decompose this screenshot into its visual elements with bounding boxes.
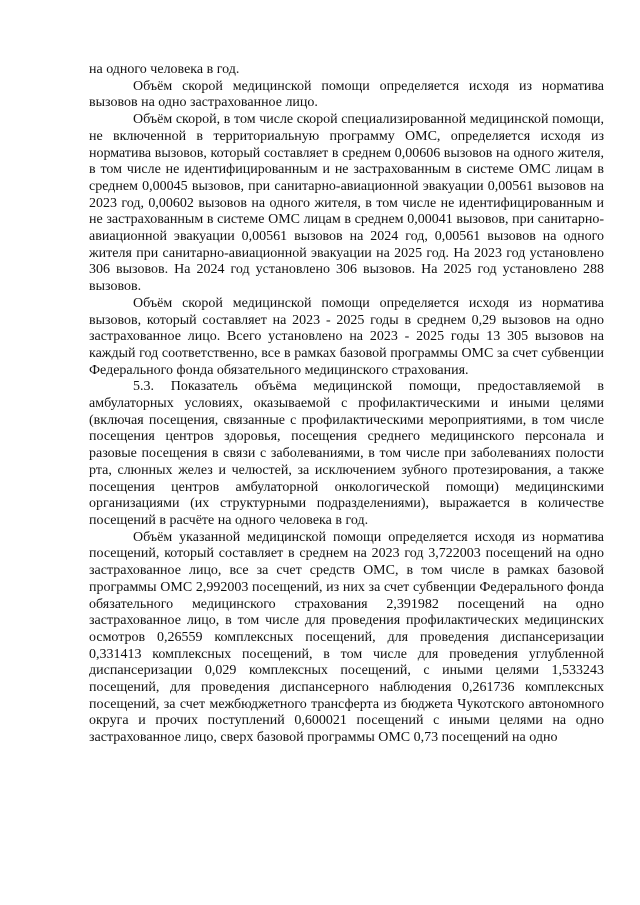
paragraph-visit-norms: Объём указанной медицинской помощи определяется исходя из норматива посещений, который составляет в среднем на 2023 год 3,722003 посещений на одно застрахованное лицо, все за счет средств ОМС, в том числе в рамках базовой программы ОМС 2,992003 посещений, из них за счет субвенции Федерального фонда обязательного медицинского страхования 2,391982 посещений на одно застрахованное лицо, в том числе для проведения профилактических медицинских осмотров 0,26559 комплексных посещений, для проведения диспансеризации 0,331413 комплексных посещений, в том числе для проведения углубленной диспансеризации 0,029 комплексных посещений, с иными целями 1,533243 посещений, для проведения диспансерного наблюдения 0,261736 комплексных посещений, за счет межбюджетного трансферта из бюджета Чукотского автономного округа и прочих поступлений 0,600021 посещений с иными целями на одно застрахованное лицо, сверх базовой программы ОМС 0,73 посещений на одно [89, 529, 604, 746]
paragraph-continuation: на одного человека в год. [89, 62, 240, 77]
paragraph-emergency-oms: Объём скорой медицинской помощи определяется исходя из норматива вызовов, который составляет на 2023 - 2025 годы в среднем 0,29 вызовов на одно застрахованное лицо. Всего установлено на 2023 - 2025 годы 13 305 вызовов на каждый год соответственно, все в рамках базовой программы ОМС за счет субвенции Федерального фонда обязательного медицинского страхования. [89, 295, 604, 378]
paragraph-emergency-norm: Объём скорой медицинской помощи определяется исходя из норматива вызовов на одно застрахованное лицо. [89, 78, 604, 111]
paragraph-emergency-specialized: Объём скорой, в том числе скорой специализированной медицинской помощи, не включенной в территориальную программу ОМС, определяется исходя из норматива вызовов, который составляет в среднем 0,00606 вызовов на одного жителя, в том числе не идентифицированным и не застрахованным в системе ОМС лицам в среднем 0,00045 вызовов, при санитарно-авиационной эвакуации 0,00561 вызовов на 2023 год, 0,00602 вызовов на одного жителя, в том числе не идентифицированным и не застрахованным в системе ОМС лицам в среднем 0,00041 вызовов, при санитарно-авиационной эвакуации 0,00561 вызовов на 2024 год, 0,00561 вызовов на одного жителя при санитарно-авиационной эвакуации на 2025 год. На 2023 год установлено 306 вызовов. На 2024 год установлено 306 вызовов. На 2025 год установлено 288 вызовов. [89, 112, 604, 295]
paragraph-section-5-3: 5.3. Показатель объёма медицинской помощи, предоставляемой в амбулаторных условиях, оказываемой с профилактическими и иными целями (включая посещения, связанные с профилактическими мероприятиями, в том числе посещения центров здоровья, посещения среднего медицинского персонала и разовые посещения в связи с заболеваниями, в том числе при заболеваниях полости рта, слюнных желез и челюстей, за исключением зубного протезирования, а также посещения центров амбулаторной онкологической помощи) медицинскими организациями (их структурными подразделениями), выражается в количестве посещений в расчёте на одного человека в год. [89, 379, 604, 528]
